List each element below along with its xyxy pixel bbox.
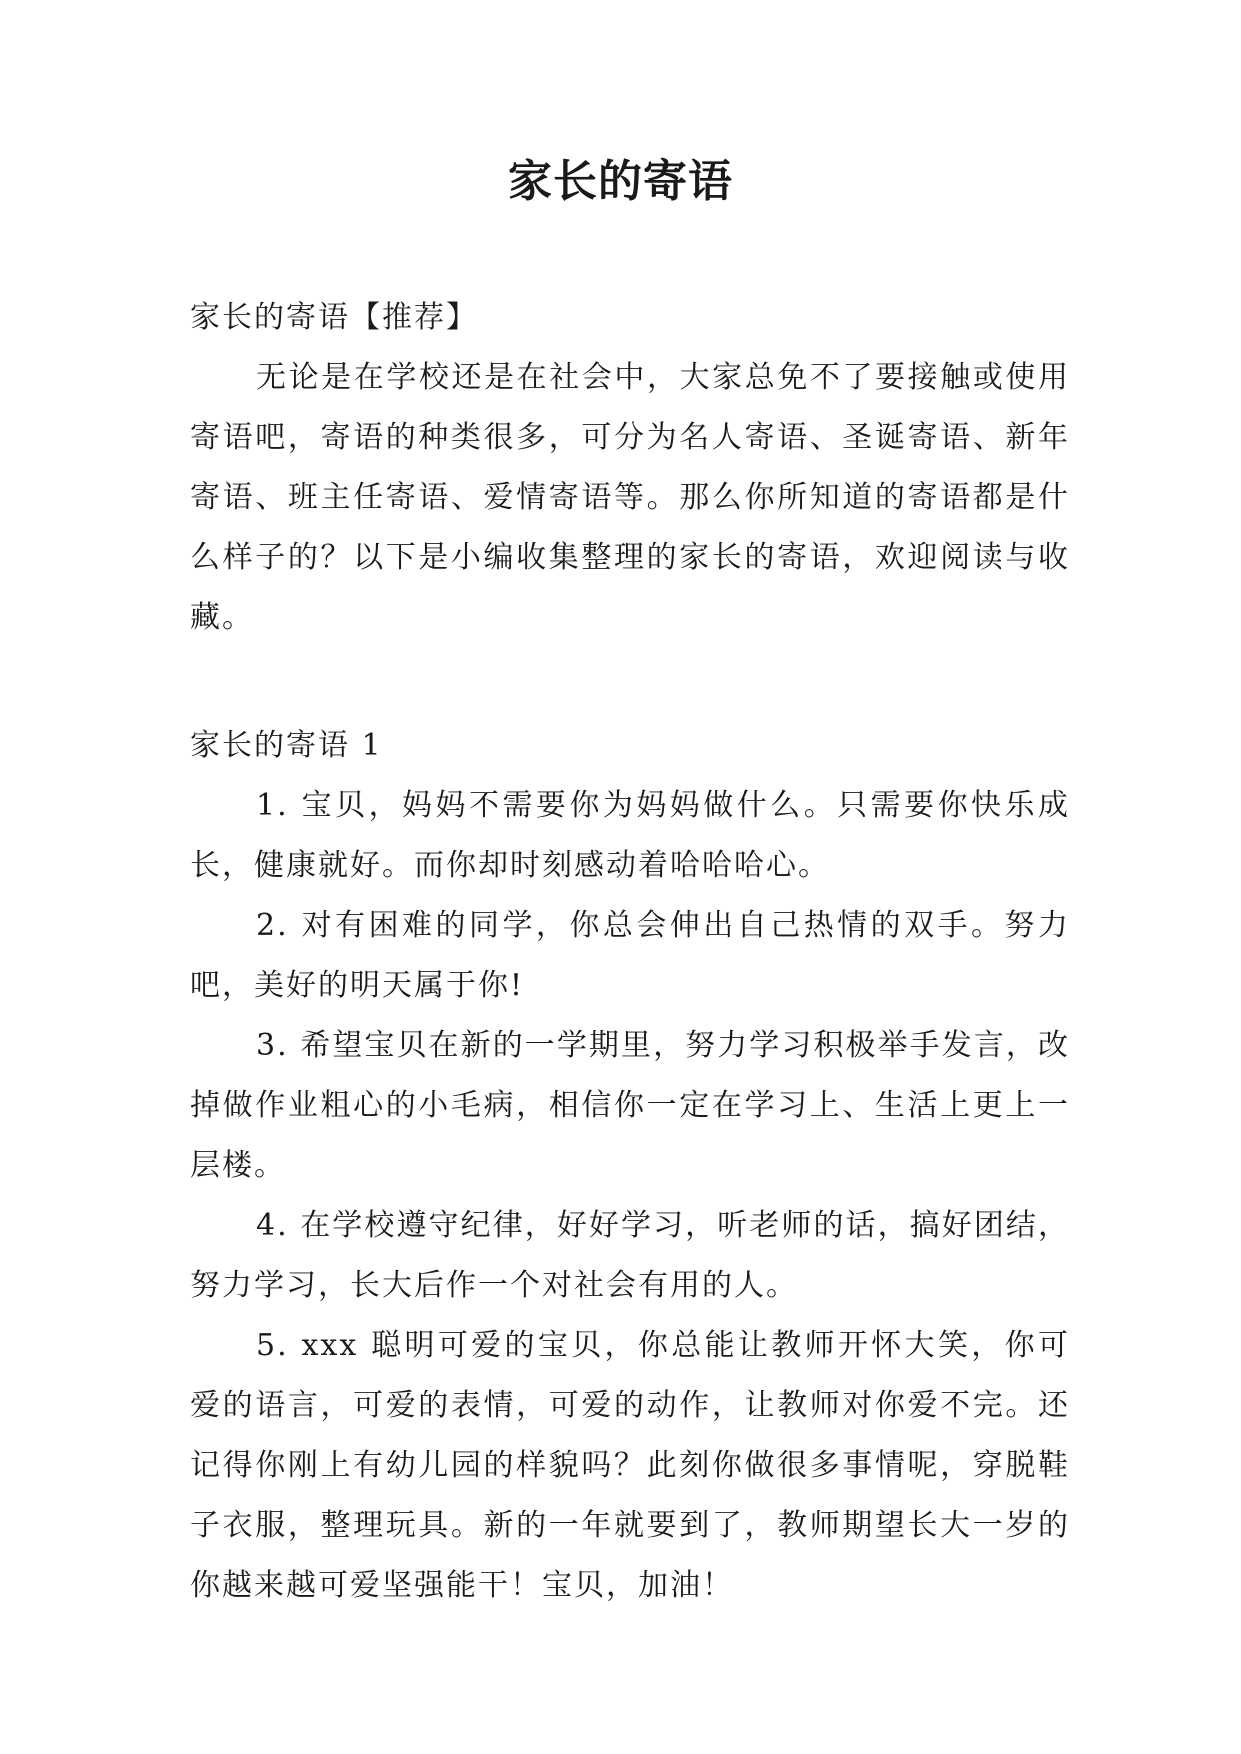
list-item: 3. 希望宝贝在新的一学期里，努力学习积极举手发言，改掉做作业粗心的小毛病，相信你一定在学习上、生活上更上一层楼。 [190,1028,1070,1183]
document-body [190,288,1070,1616]
list-item: 1. 宝贝，妈妈不需要你为妈妈做什么。只需要你快乐成长，健康就好。而你却时刻感动着哈哈哈心。 [190,788,1070,883]
list-item: 4. 在学校遵守纪律，好好学习，听老师的话，搞好团结，努力学习，长大后作一个对社会有用的人。 [190,1208,1070,1303]
document-subtitle: 家长的寄语【推荐】 [190,300,478,335]
section-heading: 家长的寄语 1 [190,728,383,763]
section-spacer [190,648,1070,716]
intro-paragraph: 无论是在学校还是在社会中，大家总免不了要接触或使用寄语吧，寄语的种类很多，可分为名人寄语、圣诞寄语、新年寄语、班主任寄语、爱情寄语等。那么你所知道的寄语都是什么样子的？以下是小编收集整理的家长的寄语，欢迎阅读与收藏。 [190,360,1070,635]
list-item: 2. 对有困难的同学，你总会伸出自己热情的双手。努力吧，美好的明天属于你! [190,908,1070,1003]
document-title: 家长的寄语 [508,156,733,207]
list-item: 5. xxx 聪明可爱的宝贝，你总能让教师开怀大笑，你可爱的语言，可爱的表情，可爱的动作，让教师对你爱不完。还记得你刚上有幼儿园的样貌吗？此刻你做很多事情呢，穿脱鞋子衣服，整理玩具。新的一年就要到了，教师期望长大一岁的你越来越可爱坚强能干！宝贝，加油！ [190,1328,1070,1603]
